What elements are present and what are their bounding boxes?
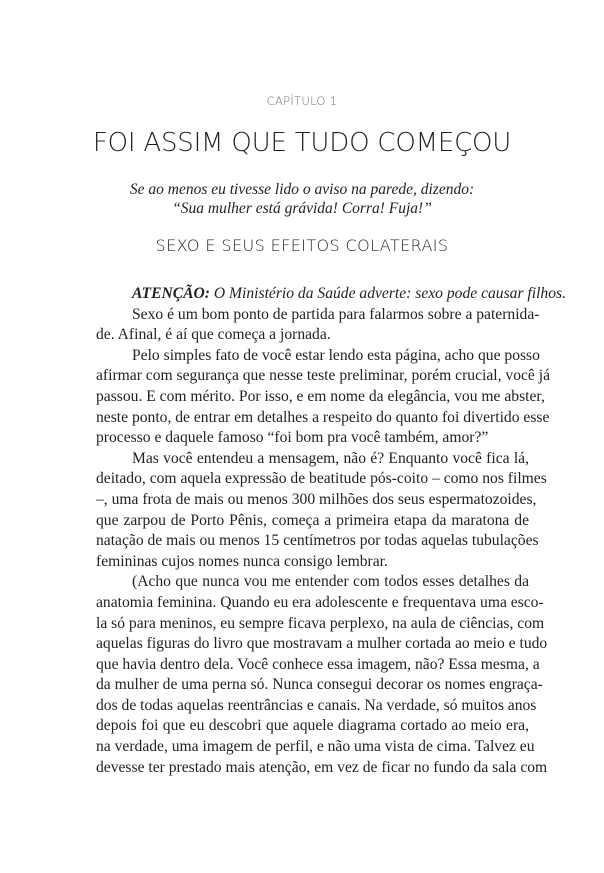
paragraph-line: neste ponto, de entrar em detalhes a respeito do quanto foi divertido esse	[96, 408, 550, 426]
epigraph	[0, 180, 604, 218]
paragraph-line: devesse ter prestado mais atenção, em vez de ficar no fundo da sala com	[96, 758, 548, 776]
warning-label: ATENÇÃO:	[132, 285, 210, 302]
body-text	[96, 284, 566, 778]
paragraph-line: passou. E com mérito. Por isso, e em nome da elegância, vou me abster,	[96, 387, 545, 405]
paragraph-line: da mulher de uma perna só. Nunca consegui decorar os nomes engraça-	[96, 676, 543, 694]
epigraph-line: Se ao menos eu tivesse lido o aviso na parede, dizendo:	[129, 181, 475, 198]
paragraph-line: que havia dentro dela. Você conhece essa imagem, não? Essa mesma, a	[96, 655, 540, 673]
paragraph-line: processo e daquele famoso “foi bom pra você também, amor?”	[96, 429, 489, 447]
paragraph-line: la só para meninos, eu sempre ficava perplexo, na aula de ciências, com	[96, 614, 545, 632]
epigraph-line: “Sua mulher está grávida! Corra! Fuja!”	[172, 200, 432, 217]
paragraph-line: Mas você entendeu a mensagem, não é? Enquanto você fica lá,	[132, 449, 529, 467]
chapter-title: FOI ASSIM QUE TUDO COMEÇOU	[92, 128, 512, 158]
paragraph-line: deitado, com aquela expressão de beatitude pós-coito – como nos filmes	[96, 470, 547, 488]
paragraph-line: aquelas figuras do livro que mostravam a mulher cortada ao meio e tudo	[96, 635, 548, 653]
paragraph-line: (Acho que nunca vou me entender com todos esses detalhes da	[132, 573, 529, 591]
section-title: SEXO E SEUS EFEITOS COLATERAIS	[155, 236, 449, 255]
warning-line	[96, 284, 566, 305]
paragraph-line: na verdade, uma imagem de perfil, e não uma vista de cima. Talvez eu	[96, 738, 535, 756]
paragraph-line: natação de mais ou menos 15 centímetros por todas aquelas tubulações	[96, 532, 539, 550]
paragraph-line: femininas cujos nomes nunca consigo lembrar.	[96, 552, 388, 570]
paragraph-line: anatomia feminina. Quando eu era adolescente e frequentava uma esco-	[96, 593, 544, 611]
paragraph-line: Sexo é um bom ponto de partida para falarmos sobre a paternida-	[132, 305, 540, 323]
warning-text: O Ministério da Saúde adverte: sexo pode causar filhos.	[209, 285, 566, 302]
paragraph-line: que zarpou de Porto Pênis, começa a primeira etapa da maratona de	[96, 511, 529, 529]
paragraph-line: de. Afinal, é aí que começa a jornada.	[96, 326, 331, 344]
paragraph-line: –, uma frota de mais ou menos 300 milhões dos seus espermatozoides,	[96, 490, 537, 508]
paragraph-line: depois foi que eu descobri que aquele diagrama cortado ao meio era,	[96, 717, 529, 735]
paragraph-line: dos de todas aquelas reentrâncias e canais. Na verdade, só muitos anos	[96, 696, 537, 714]
paragraph-line: afirmar com segurança que nesse teste preliminar, porém crucial, você já	[96, 367, 550, 385]
paragraph-line: Pelo simples fato de você estar lendo esta página, acho que posso	[132, 346, 540, 364]
chapter-label: CAPÍTULO 1	[266, 94, 338, 108]
